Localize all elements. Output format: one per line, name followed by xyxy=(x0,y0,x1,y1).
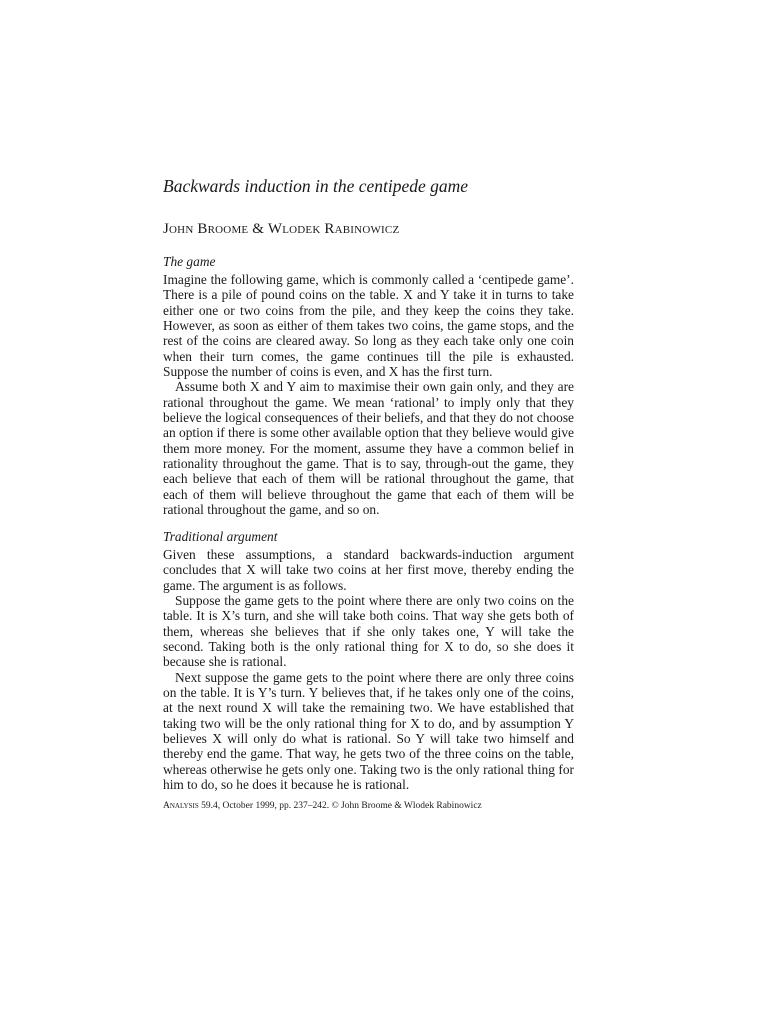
paragraph: Imagine the following game, which is commonly called a ‘centipede game’. There is a pile of pound coins on the table. X and Y take it in turns to take either one or two coins from the pile, and they keep the coins they take. However, as soon as either of them takes two coins, the game stops, and the rest of the coins are cleared away. So long as they each take only one coin when their turn comes, the game continues till the pile is exhausted. Suppose the number of coins is even, and X has the first turn. xyxy=(163,272,574,380)
paragraph: Assume both X and Y aim to maximise their own gain only, and they are rational throughout the game. We mean ‘rational’ to imply only that they believe the logical consequences of their beliefs, and that they do not choose an option if there is some other available option that they believe would give them more money. For the moment, assume they have a common belief in rationality throughout the game. That is to say, through-out the game, they each believe that each of them will be rational throughout the game, that each of them will believe throughout the game that each of them will be rational throughout the game, and so on. xyxy=(163,379,574,518)
paragraph: Suppose the game gets to the point where there are only two coins on the table. It is X’s turn, and she will take both coins. That way she gets both of them, whereas she believes that if she only takes one, Y will take the second. Taking both is the only rational thing for X to do, so she does it because she is rational. xyxy=(163,593,574,670)
paragraph: Next suppose the game gets to the point where there are only three coins on the table. It is Y’s turn. Y believes that, if he takes only one of the coins, at the next round X will take the remaining two. We have established that taking two will be the only rational thing for X to do, and by assumption Y believes X will only do what is rational. So Y will take two himself and thereby end the game. That way, he gets two of the three coins on the table, whereas otherwise he gets only one. Taking two is the only rational thing for him to do, so he does it because he is rational. xyxy=(163,669,574,793)
page-footer xyxy=(163,801,482,811)
section-heading-traditional-argument: Traditional argument xyxy=(163,529,278,544)
article-authors: John Broome & Wlodek Rabinowicz xyxy=(163,221,400,237)
article-title: Backwards induction in the centipede game xyxy=(163,176,469,196)
section-body-the-game xyxy=(163,272,574,518)
journal-name: Analysis xyxy=(163,801,199,811)
section-body-traditional-argument xyxy=(163,547,574,793)
section-heading-the-game: The game xyxy=(163,254,216,269)
paragraph: Given these assumptions, a standard backwards-induction argument concludes that X will take two coins at her first move, thereby ending the game. The argument is as follows. xyxy=(163,547,574,593)
citation-text: 59.4, October 1999, pp. 237–242. © John Broome & Wlodek Rabinowicz xyxy=(198,801,482,811)
